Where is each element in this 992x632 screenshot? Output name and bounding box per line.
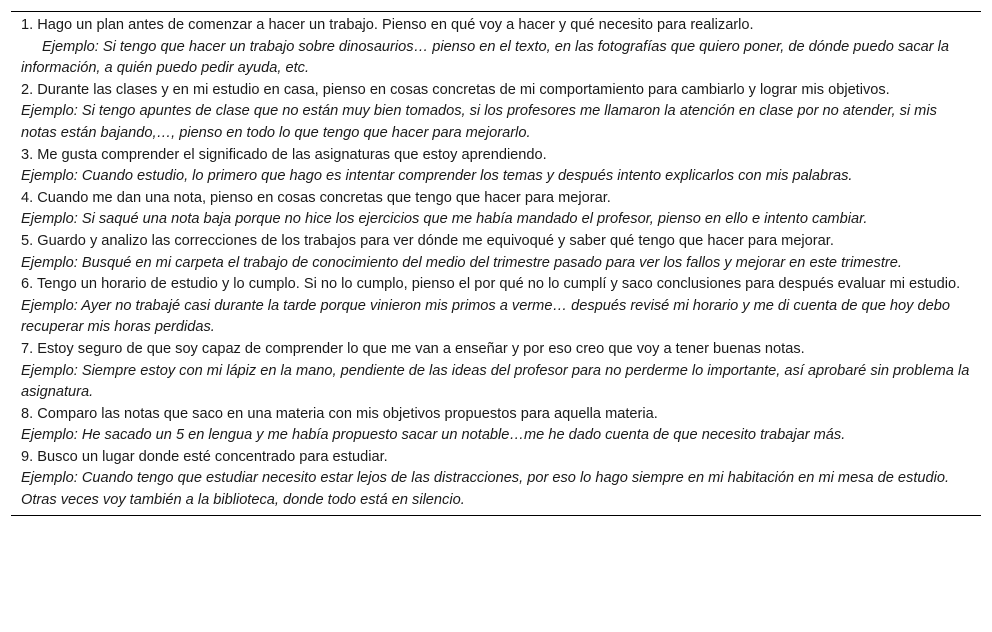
- example-text: Ejemplo: He sacado un 5 en lengua y me había propuesto sacar un notable…me he dado cuenta de que necesito trabajar más.: [21, 427, 846, 444]
- example-text: Ejemplo: Busqué en mi carpeta el trabajo de conocimiento del medio del trimestre pasado para ver los fallos y mejorar en este trimestre.: [21, 254, 902, 271]
- list-item: [21, 404, 973, 447]
- example-text: Ejemplo: Ayer no trabajé casi durante la tarde porque vinieron mis primos a verme… después revisé mi horario y me di cuenta de que hoy debo recuperar mis horas perdidas.: [21, 297, 950, 336]
- list-item: [21, 80, 973, 145]
- statement-text: 7. Estoy seguro de que soy capaz de comprender lo que me van a enseñar y por eso creo que voy a tener buenas notas.: [21, 340, 805, 357]
- statement-text: 4. Cuando me dan una nota, pienso en cosas concretas que tengo que hacer para mejorar.: [21, 189, 611, 206]
- statement-text: 1. Hago un plan antes de comenzar a hacer un trabajo. Pienso en qué voy a hacer y qué necesito para realizarlo.: [21, 17, 754, 33]
- example-text: Ejemplo: Si tengo que hacer un trabajo sobre dinosaurios… pienso en el texto, en las fotografías que quiero poner, de dónde puedo sacar la información, a quién puedo pedir ayuda, etc.: [21, 38, 950, 77]
- list-item: [21, 15, 973, 80]
- statement-text: 9. Busco un lugar donde esté concentrado para estudiar.: [21, 448, 388, 465]
- example-text: Ejemplo: Si tengo apuntes de clase que no están muy bien tomados, si los profesores me llamaron la atención en clase por no atender, si mis notas están bajando,…, pienso en todo lo que tengo que hacer para mejorarlo.: [21, 103, 937, 141]
- list-item: [21, 339, 973, 404]
- statement-text: 3. Me gusta comprender el significado de las asignaturas que estoy aprendiendo.: [21, 146, 547, 163]
- list-item: [21, 145, 973, 188]
- statement-text: 8. Comparo las notas que saco en una materia con mis objetivos propuestos para aquella materia.: [21, 405, 658, 422]
- statement-text: 2. Durante las clases y en mi estudio en casa, pienso en cosas concretas de mi comportamiento para cambiarlo y lograr mis objetivos.: [21, 81, 890, 98]
- list-item: [21, 447, 973, 512]
- example-text: Ejemplo: Siempre estoy con mi lápiz en la mano, pendiente de las ideas del profesor para no perderme lo importante, así aprobaré sin problema la asignatura.: [21, 362, 970, 401]
- list-item: [21, 274, 973, 339]
- list-item: [21, 231, 973, 274]
- statement-text: 6. Tengo un horario de estudio y lo cumplo. Si no lo cumplo, pienso el por qué no lo cumplí y saco conclusiones para después evaluar mi estudio.: [21, 276, 961, 293]
- items-table: [11, 11, 981, 516]
- example-text: Ejemplo: Cuando tengo que estudiar necesito estar lejos de las distracciones, por eso lo hago siempre en mi habitación en mi mesa de estudio. Otras veces voy también a la biblioteca, donde todo está en silencio.: [21, 470, 950, 509]
- list-item: [21, 188, 973, 231]
- example-text: Ejemplo: Si saqué una nota baja porque no hice los ejercicios que me había mandado el profesor, pienso en ello e intento cambiar.: [21, 211, 868, 228]
- example-text: Ejemplo: Cuando estudio, lo primero que hago es intentar comprender los temas y después intento explicarlos con mis palabras.: [21, 168, 853, 185]
- statement-text: 5. Guardo y analizo las correcciones de los trabajos para ver dónde me equivoqué y saber qué tengo que hacer para mejorar.: [21, 232, 834, 249]
